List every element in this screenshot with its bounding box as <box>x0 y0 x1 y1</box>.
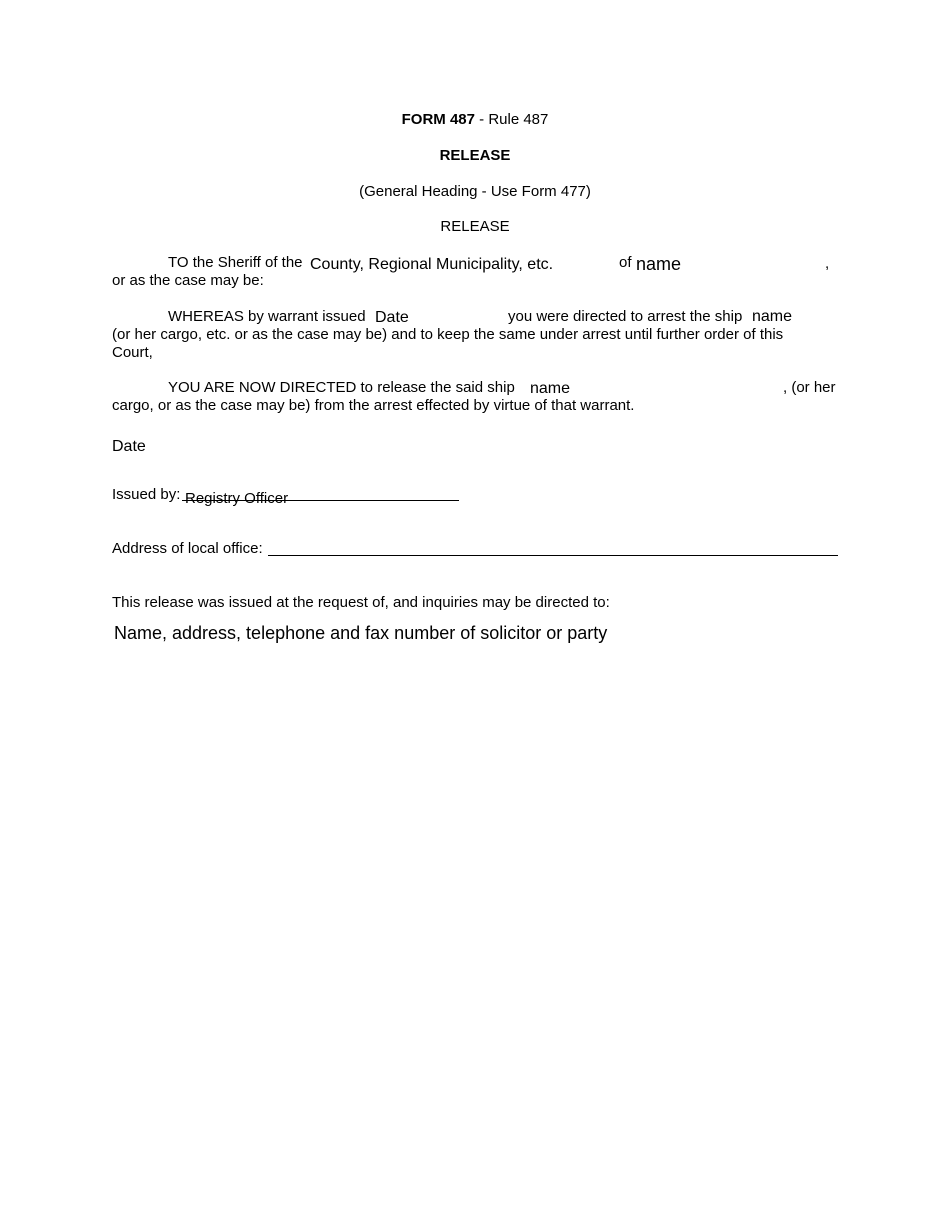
form-title: RELEASE <box>439 147 511 164</box>
sheriff-name-field[interactable]: name <box>636 254 682 274</box>
para1-comma: , <box>825 255 830 272</box>
solicitor-details-field[interactable]: Name, address, telephone and fax number of solicitor or party <box>114 623 608 643</box>
para2-lead: WHEREAS by warrant issued <box>168 308 366 325</box>
para2-line2: (or her cargo, etc. or as the case may be) and to keep the same under arrest until further order of this <box>112 326 784 343</box>
general-heading-note: (General Heading - Use Form 477) <box>359 183 591 200</box>
para3-line2: cargo, or as the case may be) from the arrest effected by virtue of that warrant. <box>112 397 635 414</box>
release-date-field[interactable]: Date <box>112 438 146 455</box>
para3-lead: YOU ARE NOW DIRECTED to release the said ship <box>168 379 515 396</box>
para3-tail: , (or her <box>783 379 836 396</box>
address-label: Address of local office: <box>112 540 263 557</box>
warrant-date-field[interactable]: Date <box>375 309 409 326</box>
rule-reference: - Rule 487 <box>474 111 549 128</box>
jurisdiction-field[interactable]: County, Regional Municipality, etc. <box>310 256 554 273</box>
document-subtitle: RELEASE <box>440 218 510 235</box>
para2-middle: you were directed to arrest the ship <box>508 308 743 325</box>
address-input-line[interactable] <box>268 555 838 556</box>
ship-name-field-release[interactable]: name <box>530 380 571 397</box>
form-heading <box>0 111 950 129</box>
request-statement: This release was issued at the request of, and inquiries may be directed to: <box>112 594 610 611</box>
para2-line3: Court, <box>112 344 153 361</box>
issued-by-label: Issued by: <box>112 486 181 503</box>
para1-of: of <box>619 254 632 271</box>
para1-lead: TO the Sheriff of the <box>168 254 303 271</box>
registry-officer-field[interactable]: Registry Officer <box>185 490 289 507</box>
ship-name-field-arrest[interactable]: name <box>752 308 793 325</box>
para1-line2: or as the case may be: <box>112 272 264 289</box>
form-number: FORM 487 <box>401 111 475 128</box>
